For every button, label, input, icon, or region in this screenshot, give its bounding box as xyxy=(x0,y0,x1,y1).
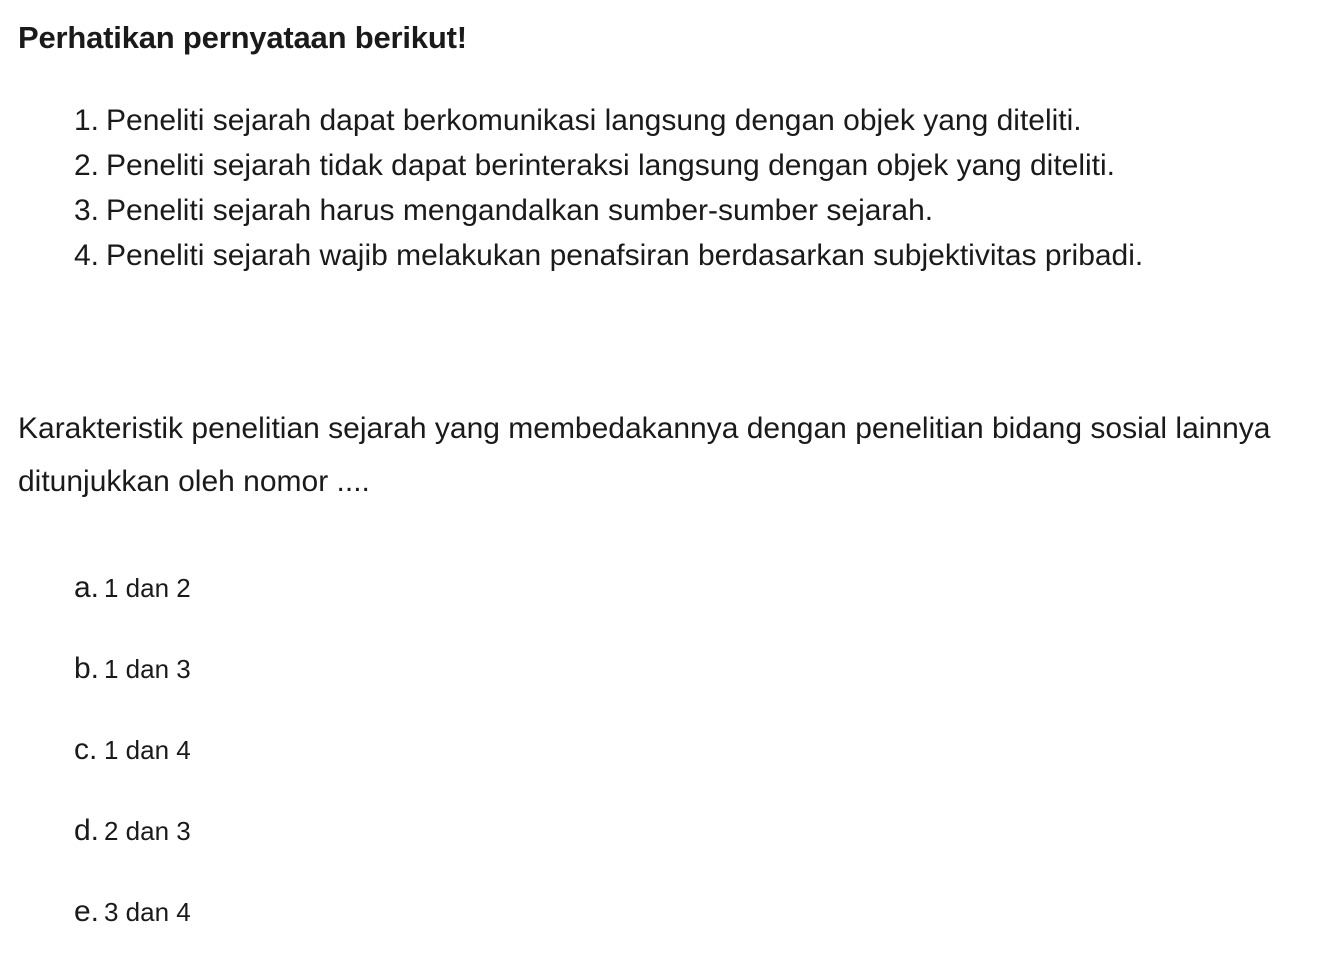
statement-text: Peneliti sejarah wajib melakukan penafsiran berdasarkan subjektivitas pribadi. xyxy=(106,239,1144,272)
statement-item xyxy=(74,98,1304,143)
option-text: 1 dan 2 xyxy=(104,573,191,603)
option-letter: b. xyxy=(74,652,100,685)
statement-number: 1. xyxy=(74,104,100,137)
option-letter: d. xyxy=(74,814,100,847)
statement-text: Peneliti sejarah harus mengandalkan sumber-sumber sejarah. xyxy=(106,194,934,227)
statement-number: 2. xyxy=(74,149,100,182)
statement-list xyxy=(74,98,1304,278)
statement-item xyxy=(74,143,1304,188)
option-letter: e. xyxy=(74,895,100,928)
option-text: 1 dan 3 xyxy=(104,654,191,684)
answer-option-c[interactable] xyxy=(74,729,191,810)
answer-option-e[interactable] xyxy=(74,891,191,972)
option-letter: c. xyxy=(74,733,98,766)
answer-option-d[interactable] xyxy=(74,810,191,891)
question-prompt: Karakteristik penelitian sejarah yang membedakannya dengan penelitian bidang sosial lainnya ditunjukkan oleh nomor .... xyxy=(18,412,1271,498)
option-text: 2 dan 3 xyxy=(104,816,191,846)
answer-option-b[interactable] xyxy=(74,648,191,729)
question-intro: Perhatikan pernyataan berikut! xyxy=(18,20,467,55)
statement-text: Peneliti sejarah tidak dapat berinteraksi langsung dengan objek yang diteliti. xyxy=(106,149,1115,182)
statement-item xyxy=(74,188,1304,233)
statement-item xyxy=(74,233,1304,278)
option-text: 1 dan 4 xyxy=(104,735,191,765)
answer-options xyxy=(74,567,191,972)
option-text: 3 dan 4 xyxy=(104,897,191,927)
statement-number: 3. xyxy=(74,194,100,227)
statement-text: Peneliti sejarah dapat berkomunikasi langsung dengan objek yang diteliti. xyxy=(106,104,1082,137)
statement-number: 4. xyxy=(74,239,100,272)
answer-option-a[interactable] xyxy=(74,567,191,648)
option-letter: a. xyxy=(74,571,100,604)
